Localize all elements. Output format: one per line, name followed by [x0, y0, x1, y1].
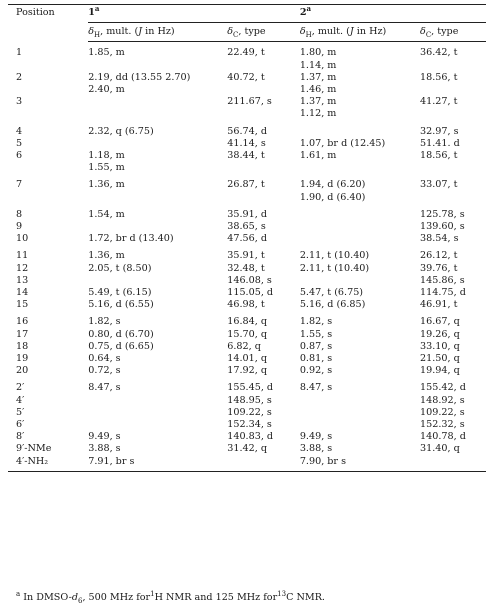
shift-line: 1.12, m: [299, 108, 337, 120]
shift-line: 0.87, s: [299, 340, 333, 352]
proton-shift-cell-1: [88, 419, 227, 431]
carbon-shift-cell-2: 36.42, t: [420, 47, 458, 59]
shift-line: 0.80, d (6.70): [88, 328, 154, 340]
carbon-shift-cell-2: 109.22, s: [420, 406, 465, 418]
shift-line: 2.40, m: [88, 83, 125, 95]
table-footnote: $^a$ In DMSO-$d_6$, 500 MHz for$^1$H NMR and 125 MHz for$^{13}$C NMR.: [16, 589, 325, 605]
shift-line: 2.11, t (10.40): [299, 262, 370, 274]
shift-line: 0.64, s: [88, 352, 121, 364]
proton-shift-cell-1: [88, 275, 227, 287]
shift-line: 7.91, br s: [88, 455, 135, 467]
table-row: [8, 96, 486, 120]
proton-shift-cell-2: [300, 329, 420, 341]
proton-shift-cell-2: [300, 174, 420, 203]
carbon-shift-cell-1: 155.45, d: [227, 382, 274, 394]
proton-shift-cell-2: [300, 42, 420, 72]
position-cell: 8′: [16, 431, 25, 443]
carbon-shift-cell-1: 22.49, t: [227, 47, 265, 59]
carbon-shift-cell-2: 32.97, s: [420, 125, 459, 137]
carbon-shift-cell-1: 6.82, q: [227, 340, 261, 352]
delta-c-header-1: $\delta_C$, type: [227, 23, 300, 42]
table-row: [8, 150, 486, 174]
table-row: [8, 72, 486, 96]
proton-shift-cell-1: [88, 443, 227, 455]
delta-h-header-2: $\delta_H$, mult. (J in Hz): [300, 23, 420, 42]
shift-line: 1.14, m: [299, 59, 337, 71]
proton-shift-cell-2: [300, 138, 420, 150]
carbon-shift-cell-1: 15.70, q: [227, 328, 267, 340]
position-header: Position: [8, 5, 88, 42]
table-row: [8, 431, 486, 443]
proton-shift-cell-1: [88, 353, 227, 365]
proton-shift-cell-2: [300, 431, 420, 443]
position-cell: 4′-NH₂: [8, 456, 88, 472]
table-row: [8, 245, 486, 262]
carbon-shift-cell-2: 152.32, s: [420, 418, 465, 430]
proton-shift-cell-1: [88, 407, 227, 419]
carbon-shift-cell-1: 211.67, s: [227, 96, 272, 108]
shift-line: 2.32, q (6.75): [88, 125, 154, 137]
carbon-shift-cell-1: 146.08, s: [227, 274, 272, 286]
carbon-shift-cell-2: 18.56, t: [420, 71, 458, 83]
position-cell: 17: [16, 328, 29, 340]
position-cell: 19: [16, 352, 29, 364]
table-row: [8, 138, 486, 150]
table-row: [8, 233, 486, 245]
proton-shift-cell-1: [88, 138, 227, 150]
proton-shift-cell-2: [300, 245, 420, 262]
table-row: [8, 174, 486, 203]
shift-line: 7.90, br s: [299, 455, 346, 467]
shift-line: 1.36, m: [88, 179, 125, 191]
carbon-shift-cell-1: 38.65, s: [227, 220, 266, 232]
shift-line: 2.05, t (8.50): [88, 262, 152, 274]
carbon-shift-cell-2: 51.41. d: [420, 137, 460, 149]
shift-line: 1.82, s: [299, 316, 333, 328]
table-row: [8, 353, 486, 365]
carbon-shift-cell-1: 14.01, q: [227, 352, 267, 364]
position-cell: 9: [16, 220, 23, 232]
proton-shift-cell-2: [300, 299, 420, 311]
shift-line: 8.47, s: [88, 382, 121, 394]
proton-shift-cell-1: [88, 72, 227, 96]
proton-shift-cell-1: [88, 42, 227, 72]
table-row: [8, 419, 486, 431]
proton-shift-cell-2: [300, 96, 420, 120]
shift-line: 9.49, s: [299, 431, 333, 443]
shift-line: 0.81, s: [299, 352, 333, 364]
proton-shift-cell-1: [88, 395, 227, 407]
shift-line: 5.16, d (6.55): [88, 299, 154, 311]
carbon-shift-cell-2: 41.27, t: [420, 96, 458, 108]
position-cell: 16: [16, 316, 29, 328]
shift-line: 2.11, t (10.40): [299, 250, 370, 262]
shift-line: 3.88, s: [88, 443, 121, 455]
shift-line: 1.37, m: [299, 96, 337, 108]
delta-h-header-1: $\delta_H$, mult. (J in Hz): [88, 23, 227, 42]
carbon-shift-cell-1: 35.91, d: [227, 208, 267, 220]
shift-line: 1.54, m: [88, 208, 125, 220]
shift-line: 1.85, m: [88, 47, 125, 59]
proton-shift-cell-1: [88, 311, 227, 328]
carbon-shift-cell-1: [227, 456, 300, 472]
proton-shift-cell-2: [300, 456, 420, 472]
shift-line: 8.47, s: [299, 382, 333, 394]
table-row: [8, 204, 486, 221]
position-cell: 14: [16, 286, 29, 298]
proton-shift-cell-2: [300, 263, 420, 275]
position-cell: 13: [16, 274, 29, 286]
shift-line: 1.55, s: [299, 328, 333, 340]
proton-shift-cell-2: [300, 341, 420, 353]
table-row: [8, 443, 486, 455]
shift-line: 9.49, s: [88, 431, 121, 443]
position-cell: 4: [16, 125, 23, 137]
proton-shift-cell-1: [88, 204, 227, 221]
shift-line: 1.90, d (6.40): [299, 191, 366, 203]
position-cell: 6: [16, 149, 23, 161]
shift-line: 1.55, m: [88, 162, 125, 174]
shift-line: 1.18, m: [88, 149, 125, 161]
shift-line: 2.19, dd (13.55 2.70): [88, 71, 191, 83]
carbon-shift-cell-1: 140.83, d: [227, 431, 274, 443]
proton-shift-cell-1: [88, 174, 227, 203]
carbon-shift-cell-2: 39.76, t: [420, 262, 458, 274]
nmr-data-table: [8, 4, 486, 472]
carbon-shift-cell-1: 109.22, s: [227, 406, 272, 418]
position-cell: 8: [16, 208, 23, 220]
position-cell: 4′: [16, 394, 25, 406]
table-row: [8, 42, 486, 72]
shift-line: 1.36, m: [88, 250, 125, 262]
carbon-shift-cell-1: 41.14, s: [227, 137, 266, 149]
proton-shift-cell-1: [88, 287, 227, 299]
proton-shift-cell-2: [300, 377, 420, 394]
proton-shift-cell-2: [300, 204, 420, 221]
position-cell: 11: [16, 250, 29, 262]
table-body: [8, 42, 486, 471]
proton-shift-cell-1: [88, 341, 227, 353]
carbon-shift-cell-2: 21.50, q: [420, 352, 460, 364]
proton-shift-cell-1: [88, 263, 227, 275]
carbon-shift-cell-1: 56.74, d: [227, 125, 267, 137]
proton-shift-cell-2: [300, 443, 420, 455]
carbon-shift-cell-2: 140.78, d: [420, 431, 466, 443]
proton-shift-cell-1: [88, 221, 227, 233]
position-cell: 6′: [16, 418, 25, 430]
proton-shift-cell-1: [88, 245, 227, 262]
shift-line: 0.75, d (6.65): [88, 340, 154, 352]
shift-line: 5.49, t (6.15): [88, 286, 152, 298]
position-cell: 5′: [16, 406, 25, 418]
proton-shift-cell-1: [88, 377, 227, 394]
position-cell: 7: [16, 179, 23, 191]
proton-shift-cell-2: [300, 221, 420, 233]
carbon-shift-cell-2: 38.54, s: [420, 233, 459, 245]
proton-shift-cell-2: [300, 121, 420, 138]
table-row: [8, 341, 486, 353]
carbon-shift-cell-2: 148.92, s: [420, 394, 465, 406]
shift-line: 1.94, d (6.20): [299, 179, 366, 191]
proton-shift-cell-2: [300, 150, 420, 174]
position-cell: 2′: [16, 382, 25, 394]
carbon-shift-cell-1: 40.72, t: [227, 71, 265, 83]
carbon-shift-cell-1: 47.56, d: [227, 233, 267, 245]
carbon-shift-cell-1: 152.34, s: [227, 418, 272, 430]
carbon-shift-cell-2: 31.40, q: [420, 443, 460, 455]
shift-line: 5.16, d (6.85): [299, 299, 366, 311]
proton-shift-cell-1: [88, 233, 227, 245]
carbon-shift-cell-2: 145.86, s: [420, 274, 465, 286]
position-cell: 1: [16, 46, 23, 58]
position-cell: 15: [16, 299, 29, 311]
proton-shift-cell-1: [88, 121, 227, 138]
shift-line: 1.80, m: [299, 47, 337, 59]
carbon-shift-cell-1: 16.84, q: [227, 316, 267, 328]
position-cell: 18: [16, 340, 29, 352]
carbon-shift-cell-1: 35.91, t: [227, 250, 265, 262]
table-row: [8, 311, 486, 328]
compound-1-header: 1$^a$: [88, 5, 300, 23]
table-row: [8, 377, 486, 394]
position-cell: 3: [16, 96, 23, 108]
carbon-shift-cell-2: 33.07, t: [420, 179, 458, 191]
shift-line: 1.46, m: [299, 83, 337, 95]
table-row: [8, 329, 486, 341]
proton-shift-cell-2: [300, 365, 420, 377]
carbon-shift-cell-2: 16.67, q: [420, 316, 460, 328]
position-cell: 10: [16, 233, 29, 245]
table-row: [8, 407, 486, 419]
proton-shift-cell-2: [300, 233, 420, 245]
carbon-shift-cell-2: 155.42, d: [420, 382, 466, 394]
carbon-shift-cell-2: [420, 456, 486, 472]
carbon-shift-cell-1: 31.42, q: [227, 443, 267, 455]
proton-shift-cell-1: [88, 96, 227, 120]
carbon-shift-cell-1: 17.92, q: [227, 365, 267, 377]
table-row: [8, 287, 486, 299]
position-cell: 20: [16, 365, 29, 377]
proton-shift-cell-2: [300, 311, 420, 328]
proton-shift-cell-2: [300, 287, 420, 299]
shift-line: 5.47, t (6.75): [299, 286, 364, 298]
delta-c-header-2: $\delta_C$, type: [420, 23, 486, 42]
table-row: [8, 121, 486, 138]
position-cell: 2: [16, 71, 23, 83]
carbon-shift-cell-1: 46.98, t: [227, 299, 265, 311]
shift-line: 1.82, s: [88, 316, 121, 328]
carbon-shift-cell-2: 33.10, q: [420, 340, 460, 352]
proton-shift-cell-1: [88, 431, 227, 443]
carbon-shift-cell-1: 115.05, d: [227, 286, 274, 298]
table-row: [8, 456, 486, 472]
shift-line: 1.72, br d (13.40): [88, 233, 174, 245]
shift-line: 1.37, m: [299, 71, 337, 83]
table-row: [8, 263, 486, 275]
carbon-shift-cell-1: 32.48, t: [227, 262, 265, 274]
position-cell: 5: [16, 137, 23, 149]
proton-shift-cell-2: [300, 72, 420, 96]
carbon-shift-cell-1: 38.44, t: [227, 149, 265, 161]
carbon-shift-cell-2: 19.94, q: [420, 365, 460, 377]
table-row: [8, 221, 486, 233]
shift-line: 0.72, s: [88, 365, 121, 377]
shift-line: 1.07, br d (12.45): [299, 137, 386, 149]
proton-shift-cell-2: [300, 419, 420, 431]
table-header-row: [8, 5, 486, 23]
carbon-shift-cell-2: 18.56, t: [420, 149, 458, 161]
table-row: [8, 395, 486, 407]
carbon-shift-cell-2: 46.91, t: [420, 299, 458, 311]
carbon-shift-cell-2: 19.26, q: [420, 328, 460, 340]
table-row: [8, 365, 486, 377]
shift-line: 0.92, s: [299, 365, 333, 377]
carbon-shift-cell-2: 139.60, s: [420, 220, 465, 232]
proton-shift-cell-1: [88, 329, 227, 341]
carbon-shift-cell-2: 125.78, s: [420, 208, 465, 220]
proton-shift-cell-1: [88, 299, 227, 311]
table-row: [8, 299, 486, 311]
proton-shift-cell-1: [88, 456, 227, 472]
carbon-shift-cell-1: 26.87, t: [227, 179, 265, 191]
carbon-shift-cell-2: 114.75, d: [420, 286, 466, 298]
position-cell: 9′-NMe: [16, 443, 52, 455]
proton-shift-cell-2: [300, 275, 420, 287]
carbon-shift-cell-1: 148.95, s: [227, 394, 272, 406]
proton-shift-cell-2: [300, 395, 420, 407]
proton-shift-cell-2: [300, 407, 420, 419]
shift-line: 3.88, s: [299, 443, 333, 455]
position-cell: 12: [16, 262, 29, 274]
table-row: [8, 275, 486, 287]
carbon-shift-cell-2: 26.12, t: [420, 250, 458, 262]
compound-2-header: 2$^a$: [300, 5, 486, 23]
proton-shift-cell-1: [88, 365, 227, 377]
proton-shift-cell-1: [88, 150, 227, 174]
proton-shift-cell-2: [300, 353, 420, 365]
shift-line: 1.61, m: [299, 149, 337, 161]
